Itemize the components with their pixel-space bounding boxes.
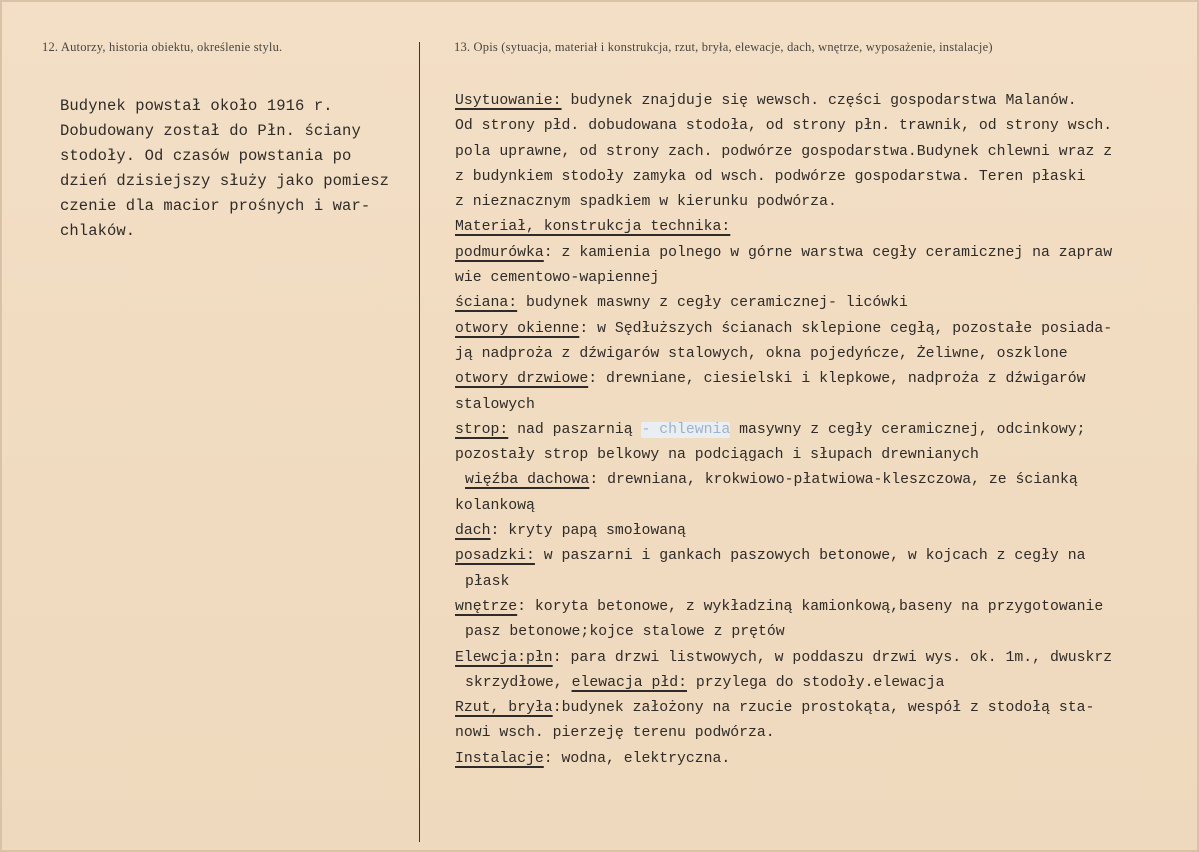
heading-instalacje: Instalacje <box>455 750 544 767</box>
history-line: stodoły. Od czasów powstania po <box>60 147 352 165</box>
heading-otwory-okienne: otwory okienne <box>455 320 580 337</box>
heading-elewacja-pld: elewacja płd: <box>571 674 687 691</box>
description-line: otwory drzwiowe: drewniane, ciesielski i klepkowe, nadproża z dźwigarów <box>455 371 1086 388</box>
history-line: Budynek powstał około 1916 r. <box>60 97 333 115</box>
heading-podmurowka: podmurówka <box>455 244 544 261</box>
description-line <box>455 215 1199 240</box>
description-text <box>455 89 1199 772</box>
heading-posadzki: posadzki: <box>455 548 535 565</box>
description-line: Elewcja:płn: para drzwi listwowych, w poddaszu drzwi wys. ok. 1m., dwuskrz <box>455 649 1113 666</box>
heading-strop: strop: <box>455 421 509 438</box>
history-text <box>60 94 389 244</box>
description-line: kolankową <box>455 497 535 514</box>
description-line: ściana: budynek maswny z cegły ceramicznej- licówki <box>455 295 908 312</box>
heading-otwory-drzwiowe: otwory drzwiowe <box>455 371 589 388</box>
description-line: podmurówka: z kamienia polnego w górne warstwa cegły ceramicznej na zapraw <box>455 244 1113 261</box>
description-line: skrzydłowe, elewacja płd: przylega do stodoły.elewacja <box>465 674 945 691</box>
description-line: pasz betonowe;kojce stalowe z prętów <box>465 624 785 641</box>
history-line: chlaków. <box>60 222 136 240</box>
heading-rzut-bryla: Rzut, bryła <box>455 700 553 717</box>
heading-wnetrze: wnętrze <box>455 598 518 615</box>
column-divider <box>419 42 420 842</box>
description-line: z nieznacznym spadkiem w kierunku podwórza. <box>455 194 837 211</box>
description-line: pozostały strop belkowy na podciągach i słupach drewnianych <box>455 447 979 464</box>
description-line: stalowych <box>455 396 535 413</box>
description-line: z budynkiem stodoły zamyka od wsch. podwórze gospodarstwa. Teren płaski <box>455 168 1086 185</box>
heading-material: Materiał, konstrukcja technika: <box>455 219 731 236</box>
description-line: ją nadproża z dźwigarów stalowych, okna pojedyńcze, Żeliwne, oszklone <box>455 345 1068 362</box>
description-line: dach: kryty papą smołowaną <box>455 523 686 540</box>
description-line: nowi wsch. pierzeję terenu podwórza. <box>455 725 775 742</box>
erased-text: - chlewnia <box>641 421 731 438</box>
description-line: pola uprawne, od strony zach. podwórze gospodarstwa.Budynek chlewni wraz z <box>455 143 1113 160</box>
description-line: Usytuowanie: budynek znajduje się wewsch. części gospodarstwa Malanów. <box>455 93 1077 109</box>
description-line: strop: nad paszarnią - chlewnia masywny z cegły ceramicznej, odcinkowy; <box>455 421 1086 438</box>
heading-dach: dach <box>455 523 491 540</box>
section-13-header: 13. Opis (sytuacja, materiał i konstrukcja, rzut, bryła, elewacje, dach, wnętrze, wyposażenie, instalacje) <box>454 40 993 54</box>
history-line: czenie dla macior prośnych i war- <box>60 197 371 215</box>
description-line: Instalacje: wodna, elektryczna. <box>455 750 731 767</box>
history-line: Dobudowany został do Płn. ściany <box>60 122 361 140</box>
description-line: posadzki: w paszarni i gankach paszowych betonowe, w kojcach z cegły na <box>455 548 1086 565</box>
description-line: otwory okienne: w Sędłuższych ścianach sklepione cegłą, pozostałe posiada- <box>455 320 1113 337</box>
description-line: więźba dachowa: drewniana, krokwiowo-płatwiowa-kleszczowa, ze ścianką <box>465 472 1078 489</box>
description-line: Od strony płd. dobudowana stodoła, od strony płn. trawnik, od strony wsch. <box>455 118 1113 135</box>
section-12-header: 12. Autorzy, historia obiektu, określenie stylu. <box>42 40 283 54</box>
heading-sciana: ściana: <box>455 295 518 312</box>
heading-usytuowanie: Usytuowanie: <box>455 93 562 109</box>
heading-elewacja-pln: Elewcja:płn <box>455 649 553 666</box>
description-line: wie cementowo-wapiennej <box>455 270 660 287</box>
description-line: płask <box>465 573 510 590</box>
description-line: Rzut, bryła:budynek założony na rzucie prostokąta, wespół z stodołą sta- <box>455 700 1095 717</box>
heading-wiezba: więźba dachowa <box>465 472 590 489</box>
description-line: wnętrze: koryta betonowe, z wykładziną kamionkową,baseny na przygotowanie <box>455 598 1104 615</box>
history-line: dzień dzisiejszy służy jako pomiesz <box>60 172 390 190</box>
